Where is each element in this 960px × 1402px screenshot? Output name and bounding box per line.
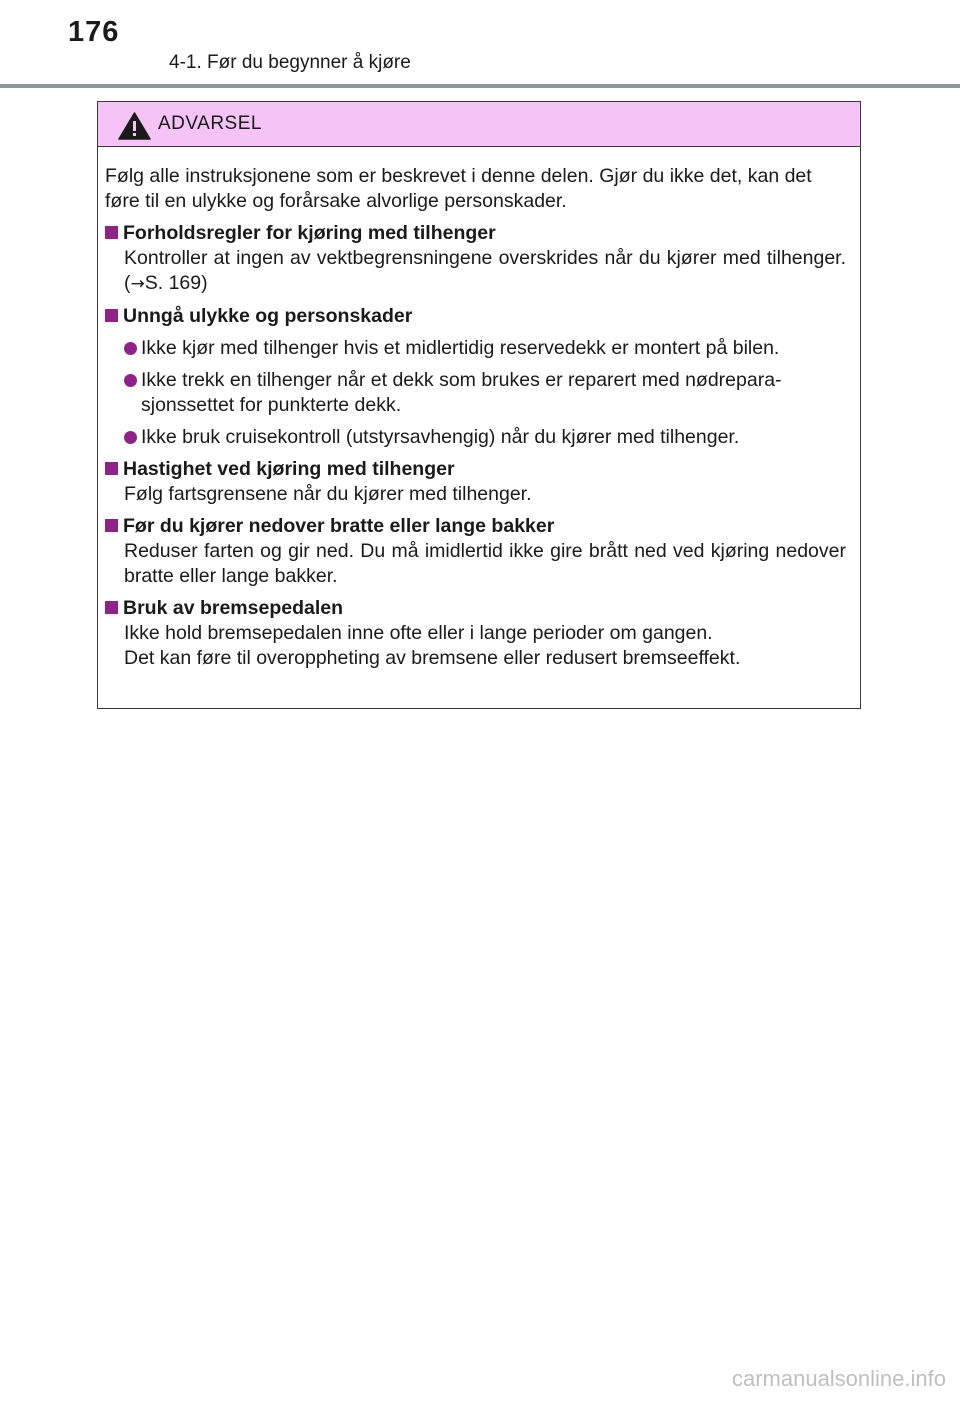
section-text: [105, 246, 846, 297]
warning-label: ADVARSEL: [158, 113, 262, 134]
page-number: 176: [68, 16, 120, 48]
section-text: Det kan føre til overoppheting av bremsene eller redusert bremseeffekt.: [124, 647, 741, 669]
page-header: [0, 0, 960, 90]
section-title: [105, 596, 860, 621]
list-item-text: Ikke kjør med tilhenger hvis et midlertidig reservedekk er montert på bilen.: [141, 337, 780, 359]
section-speed: [105, 457, 860, 507]
round-bullet-icon: [124, 374, 137, 387]
chapter-title: 4-1. Før du begynner å kjøre: [169, 52, 411, 73]
section-text-part: Kontroller at ingen av vektbegrensningene overskrides når du kjører med tilhenger. (: [124, 247, 846, 294]
header-rule: [0, 84, 960, 88]
square-bullet-icon: [105, 309, 118, 322]
section-title-text: Hastighet ved kjøring med tilhenger: [123, 458, 455, 480]
round-bullet-icon: [124, 431, 137, 444]
section-title-text: Forholdsregler for kjøring med tilhenger: [123, 222, 496, 244]
section-title-text: Bruk av bremsepedalen: [123, 597, 344, 619]
section-title: [105, 457, 860, 482]
square-bullet-icon: [105, 601, 118, 614]
section-trailer-precautions: [105, 221, 860, 297]
section-title: [105, 514, 860, 539]
square-bullet-icon: [105, 519, 118, 532]
section-title: [105, 304, 860, 329]
round-bullet-icon: [124, 342, 137, 355]
warning-header: [98, 102, 860, 147]
list-item-text: Ikke bruk cruisekontroll (utstyrsavhengig) når du kjører med tilhenger.: [141, 426, 740, 448]
section-title: [105, 221, 860, 246]
section-title-text: Før du kjører nedover bratte eller lange bakker: [123, 515, 555, 537]
section-text: Ikke hold bremsepedalen inne ofte eller i lange perioder om gangen.: [124, 622, 713, 644]
section-downhill: [105, 514, 860, 589]
list-item: [105, 336, 856, 361]
section-text: Reduser farten og gir ned. Du må imidlertid ikke gire brått ned ved kjøring nedover bratte eller lange bakker.: [124, 540, 846, 587]
section-avoid-accident: [105, 304, 860, 450]
warning-box: [97, 101, 861, 709]
warning-triangle-icon: [118, 112, 151, 140]
square-bullet-icon: [105, 226, 118, 239]
list-item: [105, 425, 856, 450]
section-title-text: Unngå ulykke og personskader: [123, 305, 413, 327]
arrow-right-icon: →: [130, 274, 145, 294]
list-item-text: Ikke trekk en tilhenger når et dekk som brukes er reparert med nødrepara-sjonssettet for punkterte dekk.: [141, 369, 782, 416]
section-brake-pedal: [105, 596, 860, 671]
square-bullet-icon: [105, 462, 118, 475]
section-text: Følg fartsgrensene når du kjører med tilhenger.: [124, 483, 532, 505]
list-item: [105, 368, 856, 418]
warning-body: [98, 147, 860, 671]
watermark: carmanualsonline.info: [731, 1366, 946, 1391]
page-reference: S. 169): [144, 272, 208, 294]
warning-intro: Følg alle instruksjonene som er beskrevet i denne delen. Gjør du ikke det, kan det føre til en ulykke og forårsake alvorlige personskader.: [105, 165, 812, 212]
